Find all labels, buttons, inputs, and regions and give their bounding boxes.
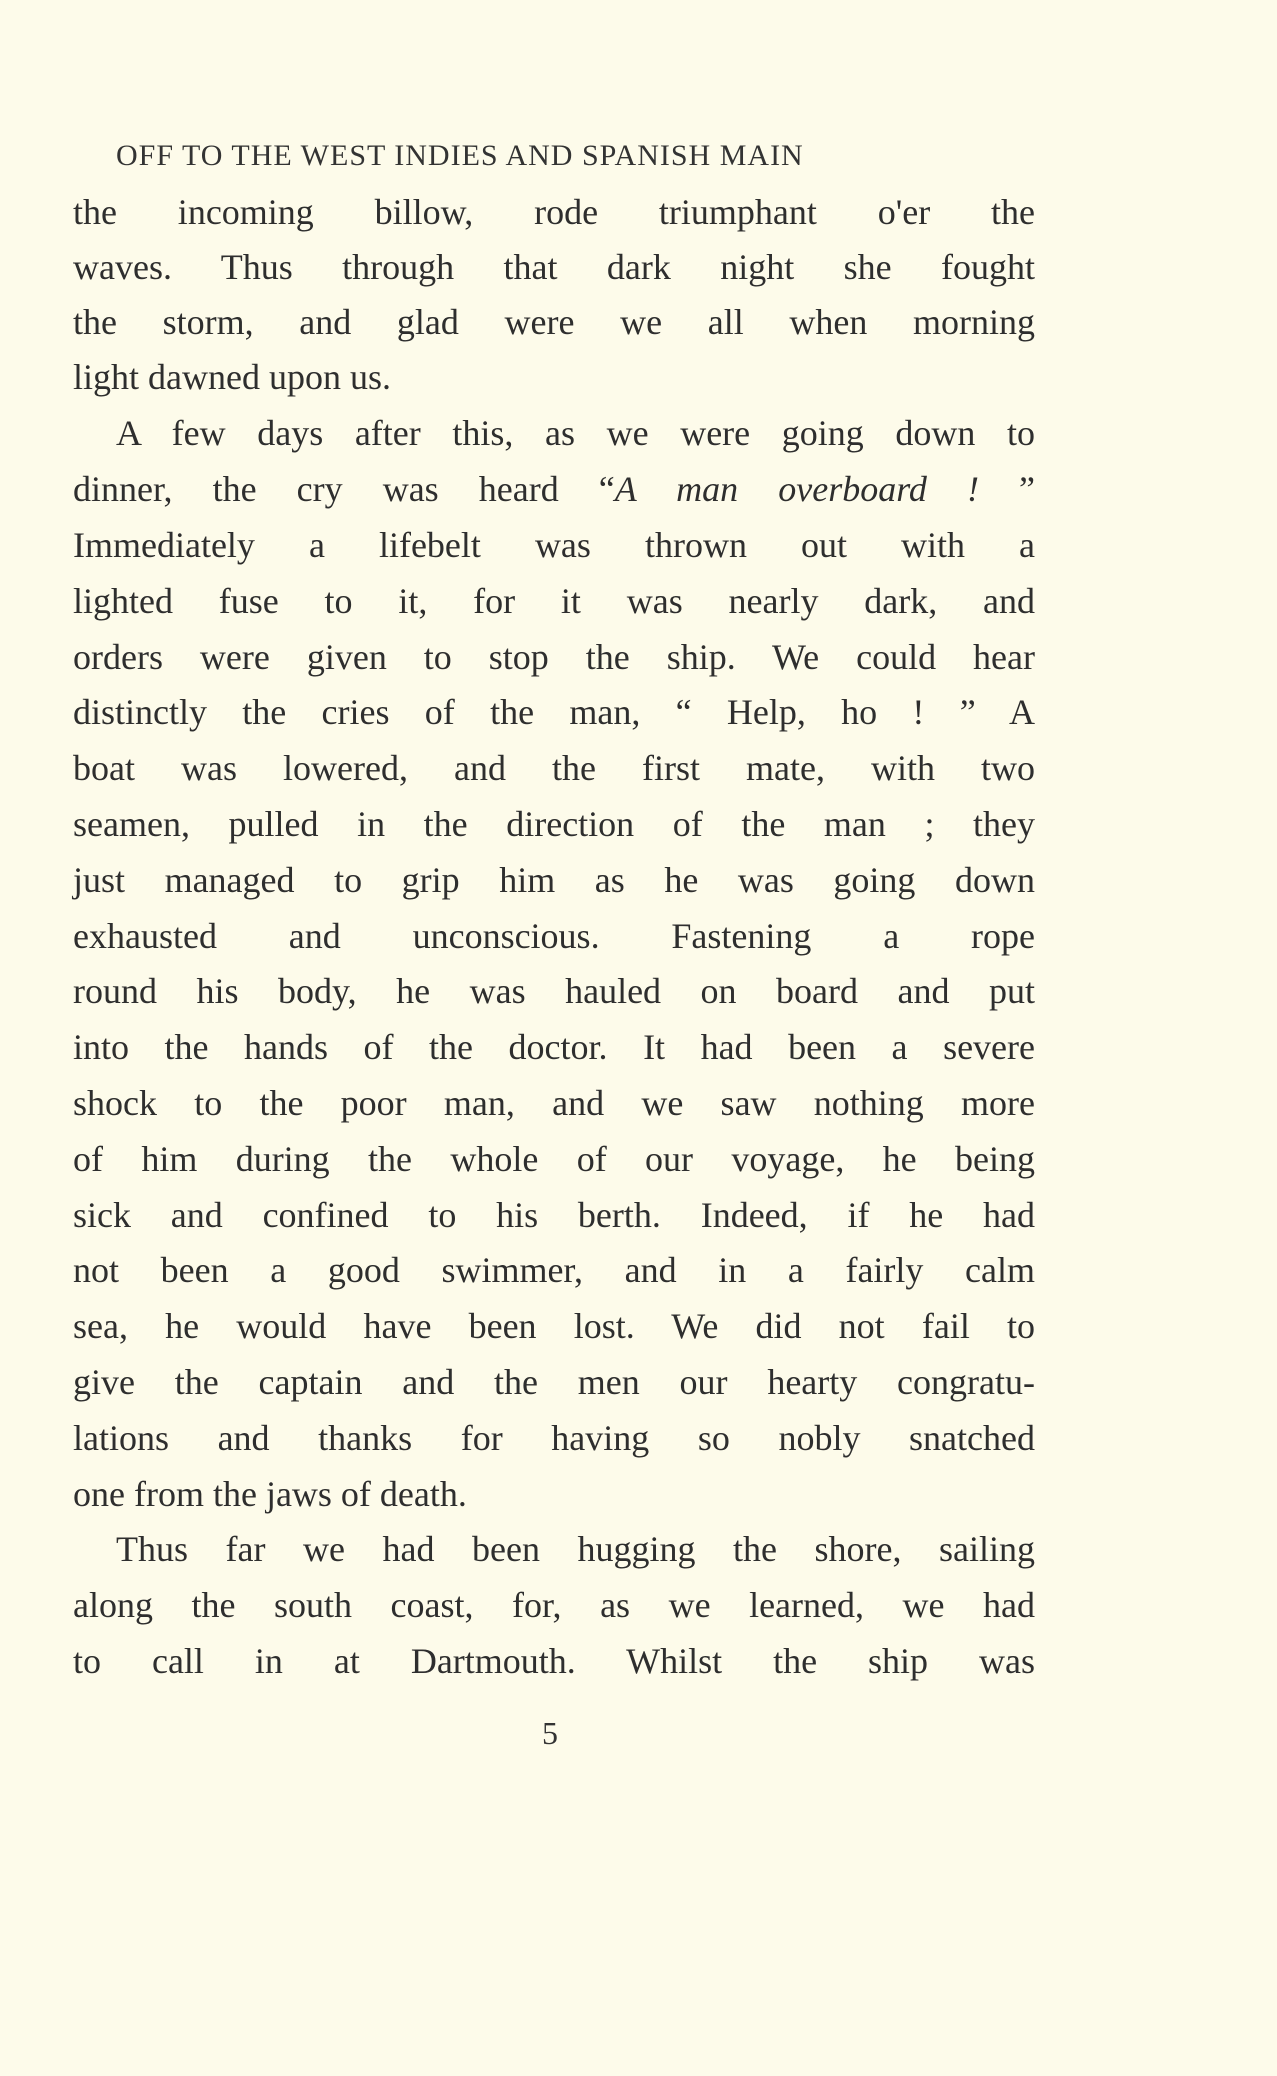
text-line: round his body, he was hauled on board and put [73, 971, 1035, 1011]
text-line: one from the jaws of death. [73, 1474, 467, 1514]
page-number: 5 [542, 1715, 558, 1751]
text-line: seamen, pulled in the direction of the man ; they [73, 804, 1035, 844]
text-line: lighted fuse to it, for it was nearly dark, and [73, 581, 1035, 621]
text-line: exhausted and unconscious. Fastening a rope [73, 916, 1035, 956]
text-line: of him during the whole of our voyage, he being [73, 1139, 1035, 1179]
text-line: Immediately a lifebelt was thrown out with a [73, 525, 1035, 565]
text-line: light dawned upon us. [73, 357, 391, 397]
closing-quote: ” [978, 469, 1035, 509]
italic-exclamation: A man overboard ! [614, 469, 979, 509]
running-head: OFF TO THE WEST INDIES AND SPANISH MAIN [116, 139, 804, 172]
text-line: give the captain and the men our hearty congratu- [73, 1362, 1035, 1402]
text-line: boat was lowered, and the first mate, with two [73, 748, 1035, 788]
paragraph-start-line: A few days after this, as we were going down to [116, 413, 1035, 453]
text-line: sea, he would have been lost. We did not fail to [73, 1306, 1035, 1346]
text-line [73, 466, 1035, 512]
text-segment: dinner, the cry was heard “ [73, 469, 615, 509]
text-line: along the south coast, for, as we learned, we had [73, 1585, 1035, 1625]
text-line: into the hands of the doctor. It had been a severe [73, 1027, 1035, 1067]
text-line: waves. Thus through that dark night she fought [73, 247, 1035, 287]
text-line: orders were given to stop the ship. We could hear [73, 637, 1035, 677]
text-line: the incoming billow, rode triumphant o'er the [73, 192, 1035, 232]
text-line: distinctly the cries of the man, “ Help, ho ! ” A [73, 692, 1035, 732]
text-line: the storm, and glad were we all when morning [73, 302, 1035, 342]
text-line: lations and thanks for having so nobly snatched [73, 1418, 1035, 1458]
text-line: shock to the poor man, and we saw nothing more [73, 1083, 1035, 1123]
paragraph-start-line: Thus far we had been hugging the shore, sailing [116, 1529, 1035, 1569]
text-line: just managed to grip him as he was going down [73, 860, 1035, 900]
text-line: to call in at Dartmouth. Whilst the ship was [73, 1641, 1035, 1681]
text-line: not been a good swimmer, and in a fairly calm [73, 1250, 1035, 1290]
text-line: sick and confined to his berth. Indeed, if he had [73, 1195, 1035, 1235]
